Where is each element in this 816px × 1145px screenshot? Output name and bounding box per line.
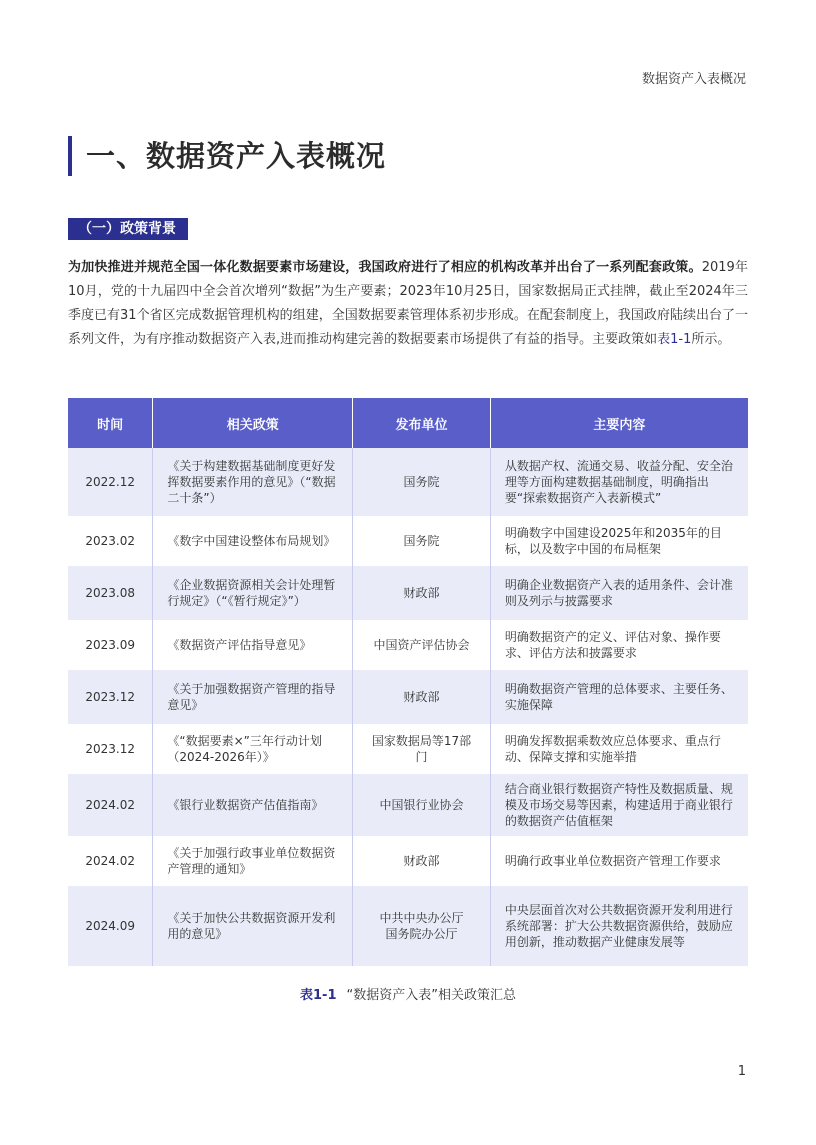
section-title: 一、数据资产入表概况 <box>68 136 386 176</box>
row-policy: 《数据资产评估指导意见》 <box>153 620 353 670</box>
row-date: 2023.08 <box>68 566 153 620</box>
table-row <box>68 448 748 516</box>
row-issuer: 中共中央办公厅 国务院办公厅 <box>353 886 491 966</box>
row-issuer: 中国银行业协会 <box>353 774 491 836</box>
row-date: 2024.09 <box>68 886 153 966</box>
row-date: 2023.12 <box>68 724 153 774</box>
row-policy: 《关于加强行政事业单位数据资产管理的通知》 <box>153 836 353 886</box>
table-row <box>68 620 748 670</box>
table-row <box>68 724 748 774</box>
row-policy: 《“数据要素×”三年行动计划（2024-2026年）》 <box>153 724 353 774</box>
row-content: 结合商业银行数据资产特性及数据质量、规模及市场交易等因素，构建适用于商业银行的数据资产估值框架 <box>490 774 748 836</box>
page-number: 1 <box>737 1064 746 1079</box>
intro-lead: 为加快推进并规范全国一体化数据要素市场建设，我国政府进行了相应的机构改革并出台了一系列配套政策。 <box>68 260 702 275</box>
row-content: 明确行政事业单位数据资产管理工作要求 <box>490 836 748 886</box>
table-row <box>68 774 748 836</box>
row-policy: 《关于加强数据资产管理的指导意见》 <box>153 670 353 724</box>
row-content: 从数据产权、流通交易、收益分配、安全治理等方面构建数据基础制度，明确指出要“探索数据资产入表新模式” <box>490 448 748 516</box>
table-row <box>68 836 748 886</box>
row-issuer: 中国资产评估协会 <box>353 620 491 670</box>
row-date: 2022.12 <box>68 448 153 516</box>
caption-text: “数据资产入表”相关政策汇总 <box>346 988 516 1003</box>
row-content: 明确数据资产管理的总体要求、主要任务、实施保障 <box>490 670 748 724</box>
header-policy: 相关政策 <box>153 398 353 448</box>
policy-table <box>68 398 748 966</box>
row-issuer: 财政部 <box>353 670 491 724</box>
row-date: 2023.12 <box>68 670 153 724</box>
row-content: 明确企业数据资产入表的适用条件、会计准则及列示与披露要求 <box>490 566 748 620</box>
row-policy: 《关于构建数据基础制度更好发挥数据要素作用的意见》（“数据二十条”） <box>153 448 353 516</box>
row-content: 明确数字中国建设2025年和2035年的目标，以及数字中国的布局框架 <box>490 516 748 566</box>
row-issuer: 国家数据局等17部门 <box>353 724 491 774</box>
caption-number: 表1-1 <box>300 988 337 1003</box>
table-row <box>68 566 748 620</box>
header-date: 时间 <box>68 398 153 448</box>
row-content: 明确发挥数据乘数效应总体要求、重点行动、保障支撑和实施举措 <box>490 724 748 774</box>
header-issuer: 发布单位 <box>353 398 491 448</box>
intro-body: 2019年10月，党的十九届四中全会首次增列“数据”为生产要素；2023年10月25日，国家数据局正式挂牌，截止至2024年三季度已有31个省区完成数据管理机构的组建，全国数据要素管理体系初步形成。在配套制度上，我国政府陆续出台了一系列文件，为有序推动数据资产入表,进而推动构建完善的数据要素市场提供了有益的指导。主要政策如 <box>68 260 748 347</box>
row-issuer: 国务院 <box>353 516 491 566</box>
row-policy: 《企业数据资源相关会计处理暂行规定》（“《暂行规定》”） <box>153 566 353 620</box>
row-date: 2024.02 <box>68 774 153 836</box>
table-caption <box>0 984 816 1003</box>
header-content: 主要内容 <box>490 398 748 448</box>
row-date: 2023.02 <box>68 516 153 566</box>
row-issuer: 国务院 <box>353 448 491 516</box>
row-content: 中央层面首次对公共数据资源开发利用进行系统部署：扩大公共数据资源供给，鼓励应用创新，推动数据产业健康发展等 <box>490 886 748 966</box>
row-issuer: 财政部 <box>353 566 491 620</box>
row-date: 2023.09 <box>68 620 153 670</box>
table-reference-link[interactable]: 表1-1 <box>657 332 692 347</box>
table-header-row <box>68 398 748 448</box>
row-issuer: 财政部 <box>353 836 491 886</box>
table-row <box>68 670 748 724</box>
row-policy: 《数字中国建设整体布局规划》 <box>153 516 353 566</box>
row-content: 明确数据资产的定义、评估对象、操作要求、评估方法和披露要求 <box>490 620 748 670</box>
subsection-badge: （一）政策背景 <box>68 218 188 240</box>
running-header: 数据资产入表概况 <box>641 72 746 87</box>
row-date: 2024.02 <box>68 836 153 886</box>
table-row <box>68 516 748 566</box>
row-policy: 《银行业数据资产估值指南》 <box>153 774 353 836</box>
intro-paragraph <box>68 256 748 352</box>
table-row <box>68 886 748 966</box>
row-policy: 《关于加快公共数据资源开发利用的意见》 <box>153 886 353 966</box>
intro-tail: 所示。 <box>691 332 731 347</box>
